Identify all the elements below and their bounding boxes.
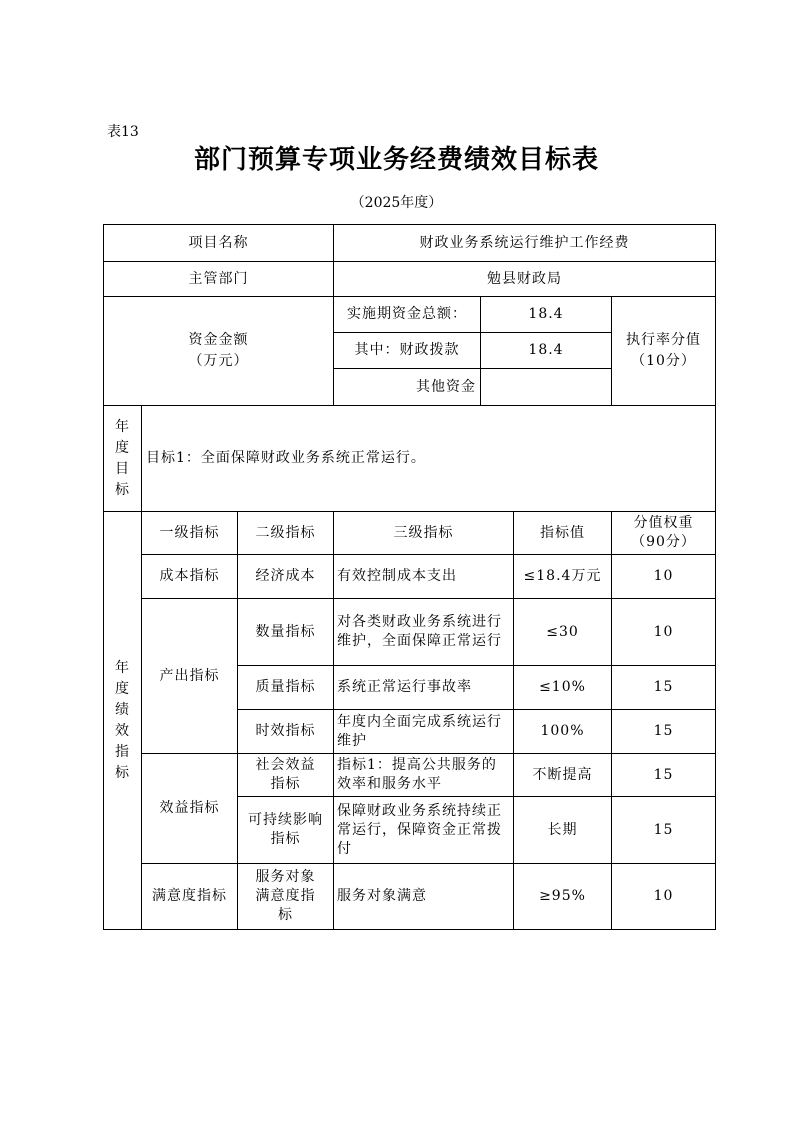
page-title: 部门预算专项业务经费绩效目标表 (193, 145, 599, 175)
row-level2: 社会效益指标 (237, 753, 334, 797)
row-weight: 15 (611, 709, 716, 754)
funds-label (103, 296, 334, 406)
row-level3: 年度内全面完成系统运行维护 (333, 709, 514, 754)
row-level2: 数量指标 (237, 598, 334, 666)
row-level3: 对各类财政业务系统进行维护，全面保障正常运行 (333, 598, 514, 666)
header-value: 指标值 (513, 511, 612, 555)
section-char: 绩 (115, 701, 130, 718)
header-level1: 一级指标 (141, 511, 238, 555)
execution-rate-line1: 执行率分值 (626, 332, 701, 348)
total-funds-label: 实施期资金总额： (333, 296, 481, 333)
header-weight-line2: （90分） (631, 534, 696, 550)
department-value: 勉县财政局 (333, 261, 716, 297)
section-char: 标 (115, 764, 130, 781)
row-level2: 经济成本 (237, 554, 334, 599)
annual-goal-text: 目标1：全面保障财政业务系统正常运行。 (141, 405, 716, 512)
level1-cost: 成本指标 (141, 554, 238, 599)
indicators-section-label (103, 511, 142, 930)
header-level2: 二级指标 (237, 511, 334, 555)
row-weight: 10 (611, 554, 716, 599)
row-value: ≥95% (513, 863, 612, 930)
row-value: 不断提高 (513, 753, 612, 797)
annual-goal-char: 度 (115, 439, 130, 456)
performance-target-table (103, 224, 716, 930)
row-level3: 服务对象满意 (333, 863, 514, 930)
project-name-label: 项目名称 (103, 224, 334, 262)
row-weight: 15 (611, 753, 716, 797)
row-level3: 保障财政业务系统持续正常运行，保障资金正常拨付 (333, 796, 514, 864)
section-char: 度 (115, 680, 130, 697)
row-level2: 服务对象满意度指标 (237, 863, 334, 930)
annual-goal-label (103, 405, 142, 512)
level1-output: 产出指标 (141, 598, 238, 754)
level1-benefit: 效益指标 (141, 753, 238, 864)
level1-satisfaction: 满意度指标 (141, 863, 238, 930)
annual-goal-char: 年 (115, 418, 130, 435)
department-label: 主管部门 (103, 261, 334, 297)
row-level2: 质量指标 (237, 665, 334, 710)
annual-goal-char: 标 (115, 481, 130, 498)
header-weight (611, 511, 716, 555)
row-weight: 10 (611, 863, 716, 930)
funds-label-line2: （万元） (188, 353, 249, 369)
section-char: 年 (115, 659, 130, 676)
row-level3: 有效控制成本支出 (333, 554, 514, 599)
row-level3: 系统正常运行事故率 (333, 665, 514, 710)
row-level2: 可持续影响指标 (237, 796, 334, 864)
header-weight-line1: 分值权重 (633, 515, 694, 531)
fiscal-appropriation-label: 其中：财政拨款 (333, 332, 481, 369)
section-char: 效 (115, 722, 130, 739)
funds-label-line1: 资金金额 (188, 332, 249, 348)
row-value: 长期 (513, 796, 612, 864)
annual-goal-char: 目 (115, 460, 130, 477)
other-funds-label: 其他资金 (333, 368, 481, 406)
row-weight: 15 (611, 665, 716, 710)
table-number: 表13 (107, 124, 139, 140)
fiscal-appropriation-value: 18.4 (480, 332, 612, 369)
total-funds-value: 18.4 (480, 296, 612, 333)
row-value: ≤30 (513, 598, 612, 666)
project-name-value: 财政业务系统运行维护工作经费 (333, 224, 716, 262)
row-level2: 时效指标 (237, 709, 334, 754)
fiscal-year: （2025年度） (350, 195, 443, 211)
row-value: ≤18.4万元 (513, 554, 612, 599)
row-level3: 指标1：提高公共服务的效率和服务水平 (333, 753, 514, 797)
other-funds-value (480, 368, 612, 406)
execution-rate-line2: （10分） (631, 353, 696, 369)
row-weight: 10 (611, 598, 716, 666)
row-value: 100% (513, 709, 612, 754)
row-value: ≤10% (513, 665, 612, 710)
header-level3: 三级指标 (333, 511, 514, 555)
section-char: 指 (115, 743, 130, 760)
row-weight: 15 (611, 796, 716, 864)
execution-rate-label (611, 296, 716, 406)
